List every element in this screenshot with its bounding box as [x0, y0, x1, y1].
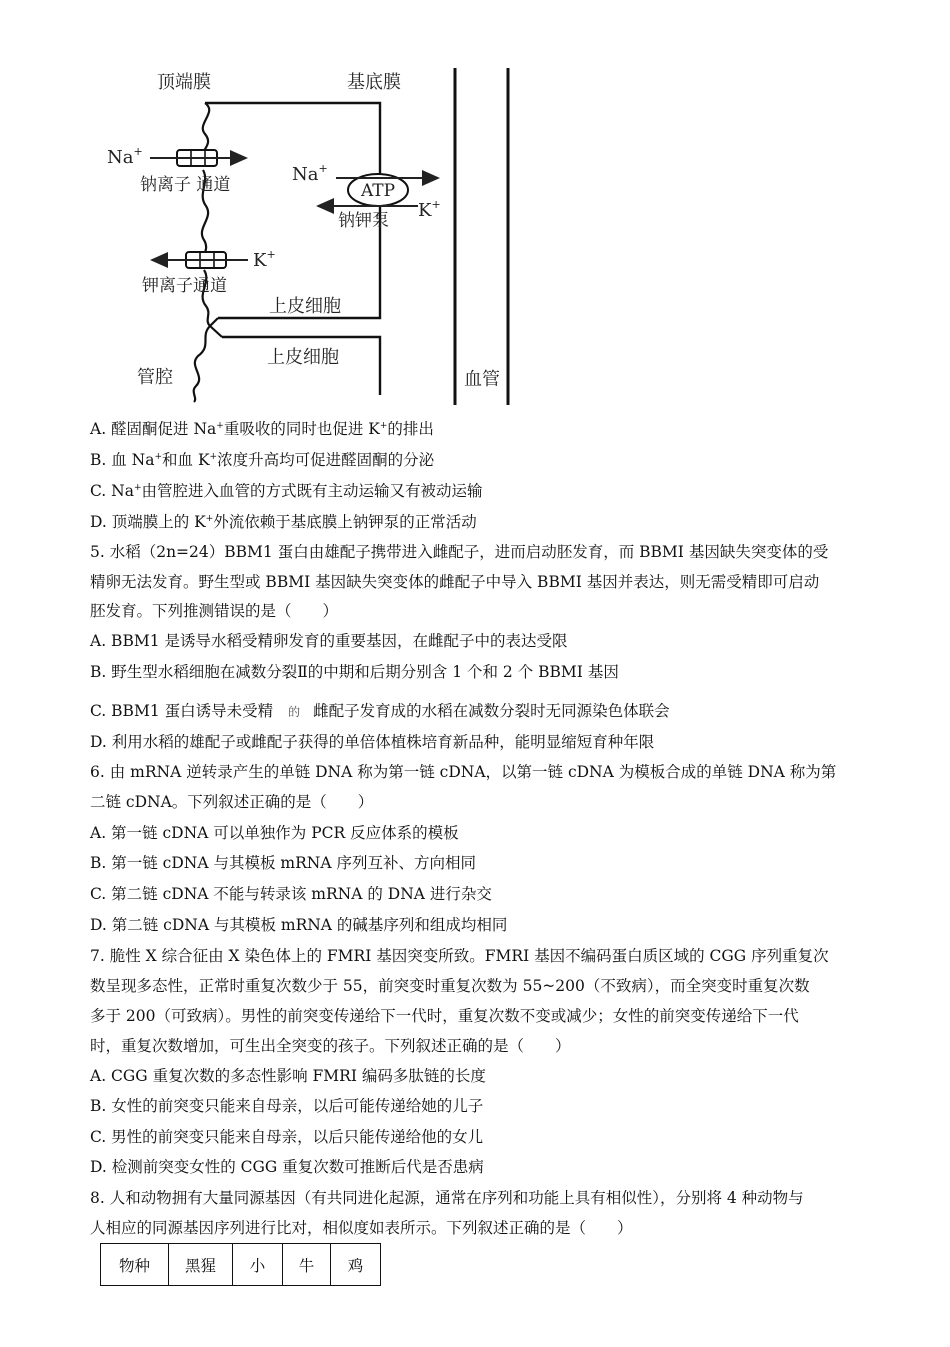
k-label-channel: K+ — [253, 248, 276, 271]
q6-stem-line-2: 二链 cDNA。下列叙述正确的是（ ） — [90, 793, 374, 811]
apical-membrane-label: 顶端膜 — [157, 72, 211, 93]
q5-stem-line-2: 精卵无法发育。野生型或 BBMI 基因缺失突变体的雌配子中导入 BBMI 基因并表达，则无需受精即可启动 — [90, 573, 820, 591]
q7-stem-line-3: 多于 200（可致病）。男性的前突变传递给下一代时，重复次数不变或减少；女性的前突变传递给下一代 — [90, 1007, 799, 1025]
table-header-cell: 鸡 — [331, 1244, 381, 1286]
blood-vessel-label: 血管 — [464, 369, 500, 390]
epithelial-cell-label-2: 上皮细胞 — [267, 347, 339, 368]
q6-stem-line-1: 6. 由 mRNA 逆转录产生的单链 DNA 称为第一链 cDNA，以第一链 cDNA 为模板合成的单链 DNA 称为第 — [90, 763, 837, 781]
q5-stem-line-1: 5. 水稻（2n=24）BBM1 蛋白由雄配子携带进入雌配子，进而启动胚发育，而 BBMI 基因缺失突变体的受 — [90, 543, 829, 561]
q4-option-b: B. 血 Na+和血 K+浓度升高均可促进醛固酮的分泌 — [90, 451, 435, 469]
table-header-row — [101, 1244, 381, 1286]
table-header-cell: 物种 — [101, 1244, 169, 1286]
potassium-channel-label: 钾离子通道 — [142, 276, 227, 296]
sodium-channel-label: 钠离子 通道 — [140, 175, 231, 195]
q7-option-c: C. 男性的前突变只能来自母亲，以后只能传递给他的女儿 — [90, 1128, 484, 1146]
q5-option-b: B. 野生型水稻细胞在减数分裂Ⅱ的中期和后期分别含 1 个和 2 个 BBMI 基因 — [90, 663, 619, 681]
q6-option-c: C. 第二链 cDNA 不能与转录该 mRNA 的 DNA 进行杂交 — [90, 885, 492, 903]
q5-option-c: C. BBM1 蛋白诱导未受精 的 雌配子发育成的水稻在减数分裂时无同源染色体联会 — [90, 702, 670, 720]
q5-option-a: A. BBM1 是诱导水稻受精卵发育的重要基因，在雌配子中的表达受限 — [90, 632, 568, 650]
table-header-cell: 牛 — [283, 1244, 331, 1286]
q7-stem-line-4: 时，重复次数增加，可生出全突变的孩子。下列叙述正确的是（ ） — [90, 1037, 571, 1055]
k-label-pump: K+ — [418, 198, 441, 221]
q5-stem-line-3: 胚发育。下列推测错误的是（ ） — [90, 602, 339, 620]
q7-option-b: B. 女性的前突变只能来自母亲，以后可能传递给她的儿子 — [90, 1097, 484, 1115]
q6-option-a: A. 第一链 cDNA 可以单独作为 PCR 反应体系的模板 — [90, 824, 459, 842]
q7-stem-line-2: 数呈现多态性，正常时重复次数少于 55，前突变时重复次数为 55~200（不致病），而全突变时重复次数 — [90, 977, 810, 995]
na-label-channel: Na+ — [107, 145, 143, 168]
q4-option-d: D. 顶端膜上的 K+外流依赖于基底膜上钠钾泵的正常活动 — [90, 513, 477, 531]
atp-label: ATP — [360, 181, 396, 201]
lumen-label: 管腔 — [137, 367, 173, 388]
q8-stem-line-1: 8. 人和动物拥有大量同源基因（有共同进化起源，通常在序列和功能上具有相似性），分别将 4 种动物与 — [90, 1189, 804, 1207]
table-header-cell: 小 — [233, 1244, 283, 1286]
pump-label: 钠钾泵 — [338, 211, 389, 231]
q7-option-a: A. CGG 重复次数的多态性影响 FMRI 编码多肽链的长度 — [90, 1067, 486, 1085]
basal-membrane-label: 基底膜 — [347, 72, 401, 93]
q7-stem-line-1: 7. 脆性 X 综合征由 X 染色体上的 FMRI 基因突变所致。FMRI 基因不编码蛋白质区域的 CGG 序列重复次 — [90, 947, 829, 965]
epithelial-cell-label-1: 上皮细胞 — [269, 296, 341, 317]
table-header-cell: 黑猩 — [169, 1244, 233, 1286]
q6-option-d: D. 第二链 cDNA 与其模板 mRNA 的碱基序列和组成均相同 — [90, 916, 508, 934]
species-similarity-table — [100, 1243, 381, 1286]
q5-option-d: D. 利用水稻的雄配子或雌配子获得的单倍体植株培育新品种，能明显缩短育种年限 — [90, 733, 655, 751]
q6-option-b: B. 第一链 cDNA 与其模板 mRNA 序列互补、方向相同 — [90, 854, 476, 872]
q8-stem-line-2: 人相应的同源基因序列进行比对，相似度如表所示。下列叙述正确的是（ ） — [90, 1219, 633, 1237]
q4-option-a: A. 醛固酮促进 Na+重吸收的同时也促进 K+的排出 — [90, 420, 434, 438]
ion-transport-diagram — [0, 0, 950, 420]
q4-option-c: C. Na+由管腔进入血管的方式既有主动运输又有被动运输 — [90, 482, 483, 500]
na-label-pump: Na+ — [292, 162, 328, 185]
q7-option-d: D. 检测前突变女性的 CGG 重复次数可推断后代是否患病 — [90, 1158, 484, 1176]
